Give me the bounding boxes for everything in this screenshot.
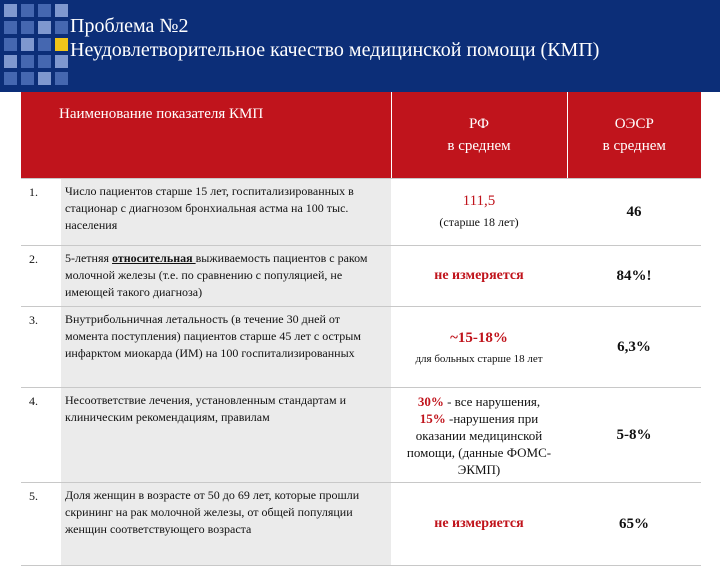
row-rf-value <box>391 179 567 246</box>
decorative-square <box>38 4 51 17</box>
decorative-square <box>55 4 68 17</box>
kmp-indicators-table <box>21 92 701 566</box>
row-oecd-value: 84%! <box>567 246 701 307</box>
decorative-square <box>4 4 17 17</box>
row-number: 3. <box>21 307 61 388</box>
rf-percent-all: 30% <box>417 393 444 409</box>
row-oecd-value: 46 <box>567 179 701 246</box>
row-description: Несоответствие лечения, установленным стандартам и клиническим рекомендациям, правилам <box>61 388 391 483</box>
row-number: 5. <box>21 483 61 566</box>
decorative-square <box>21 38 34 51</box>
decorative-square <box>38 55 51 68</box>
table-row <box>21 179 701 246</box>
decorative-square <box>38 72 51 85</box>
decorative-square <box>21 55 34 68</box>
slide-title <box>70 14 599 62</box>
rf-note: (старше 18 лет) <box>439 215 519 229</box>
decorative-square <box>21 72 34 85</box>
rf-note: для больных старше 18 лет <box>415 352 543 365</box>
decorative-square <box>4 72 17 85</box>
desc-part-pre: 5-летняя <box>65 251 113 265</box>
decorative-square <box>4 55 17 68</box>
row-description: Число пациентов старше 15 лет, госпитализированных в стационар с диагнозом бронхиальная астма на 100 тыс. населения <box>61 179 391 246</box>
row-description: Внутрибольничная летальность (в течение 30 дней от момента поступления) пациентов старше 45 лет с острым инфарктом миокарда (ИМ) на 100 госпитализированных <box>61 307 391 388</box>
row-oecd-value: 6,3% <box>567 307 701 388</box>
decorative-square <box>21 21 34 34</box>
rf-main-value: ~15-18% <box>450 329 508 346</box>
row-number: 4. <box>21 388 61 483</box>
row-number: 2. <box>21 246 61 307</box>
header-oecd-line1: ОЭСР <box>614 116 654 132</box>
table-row <box>21 388 701 483</box>
slide-header <box>0 0 720 92</box>
desc-part-post: выживаемость пациентов с раком молочной железы (т.е. по сравнению с популяцией, не имеющей такого диагноза) <box>65 251 368 299</box>
decorative-square <box>55 72 68 85</box>
table-row <box>21 483 701 566</box>
decorative-square <box>4 21 17 34</box>
header-oecd-line2: в среднем <box>602 138 666 154</box>
decorative-square <box>38 38 51 51</box>
title-line-2: Неудовлетворительное качество медицинской помощи (КМП) <box>70 39 600 61</box>
row-oecd-value: 5-8% <box>567 388 701 483</box>
desc-part-emphasis: относительная <box>112 251 196 265</box>
row-description: Доля женщин в возрасте от 50 до 69 лет, которые прошли скрининг на рак молочной железы, от общей популяции женщин соответствующего возраста <box>61 483 391 566</box>
decorative-square <box>55 21 68 34</box>
title-line-1: Проблема №2 <box>70 15 189 37</box>
row-rf-value <box>391 388 567 483</box>
table-row <box>21 246 701 307</box>
table-header-row <box>21 92 701 179</box>
row-description <box>61 246 391 307</box>
rf-percent-all-text: - все нарушения, <box>443 393 541 409</box>
row-rf-value <box>391 307 567 388</box>
row-rf-value: не измеряется <box>391 483 567 566</box>
row-oecd-value: 65% <box>567 483 701 566</box>
header-oecd-average <box>567 92 701 179</box>
header-rf-average <box>391 92 567 179</box>
decorative-square <box>38 21 51 34</box>
row-number: 1. <box>21 179 61 246</box>
decorative-square <box>4 38 17 51</box>
decorative-square <box>55 55 68 68</box>
rf-percent-care: 15% <box>419 410 446 426</box>
decorative-square <box>55 38 68 51</box>
rf-percent-care-text: -нарушения при оказании медицинской помощи, (данные ФОМС-ЭКМП) <box>406 410 552 477</box>
decorative-square-grid <box>0 0 70 92</box>
row-rf-value: не измеряется <box>391 246 567 307</box>
header-indicator-name: Наименование показателя КМП <box>21 92 391 179</box>
header-rf-line2: в среднем <box>447 138 511 154</box>
rf-main-value: 111,5 <box>462 193 496 209</box>
decorative-square <box>21 4 34 17</box>
table-row <box>21 307 701 388</box>
header-rf-line1: РФ <box>469 116 489 132</box>
